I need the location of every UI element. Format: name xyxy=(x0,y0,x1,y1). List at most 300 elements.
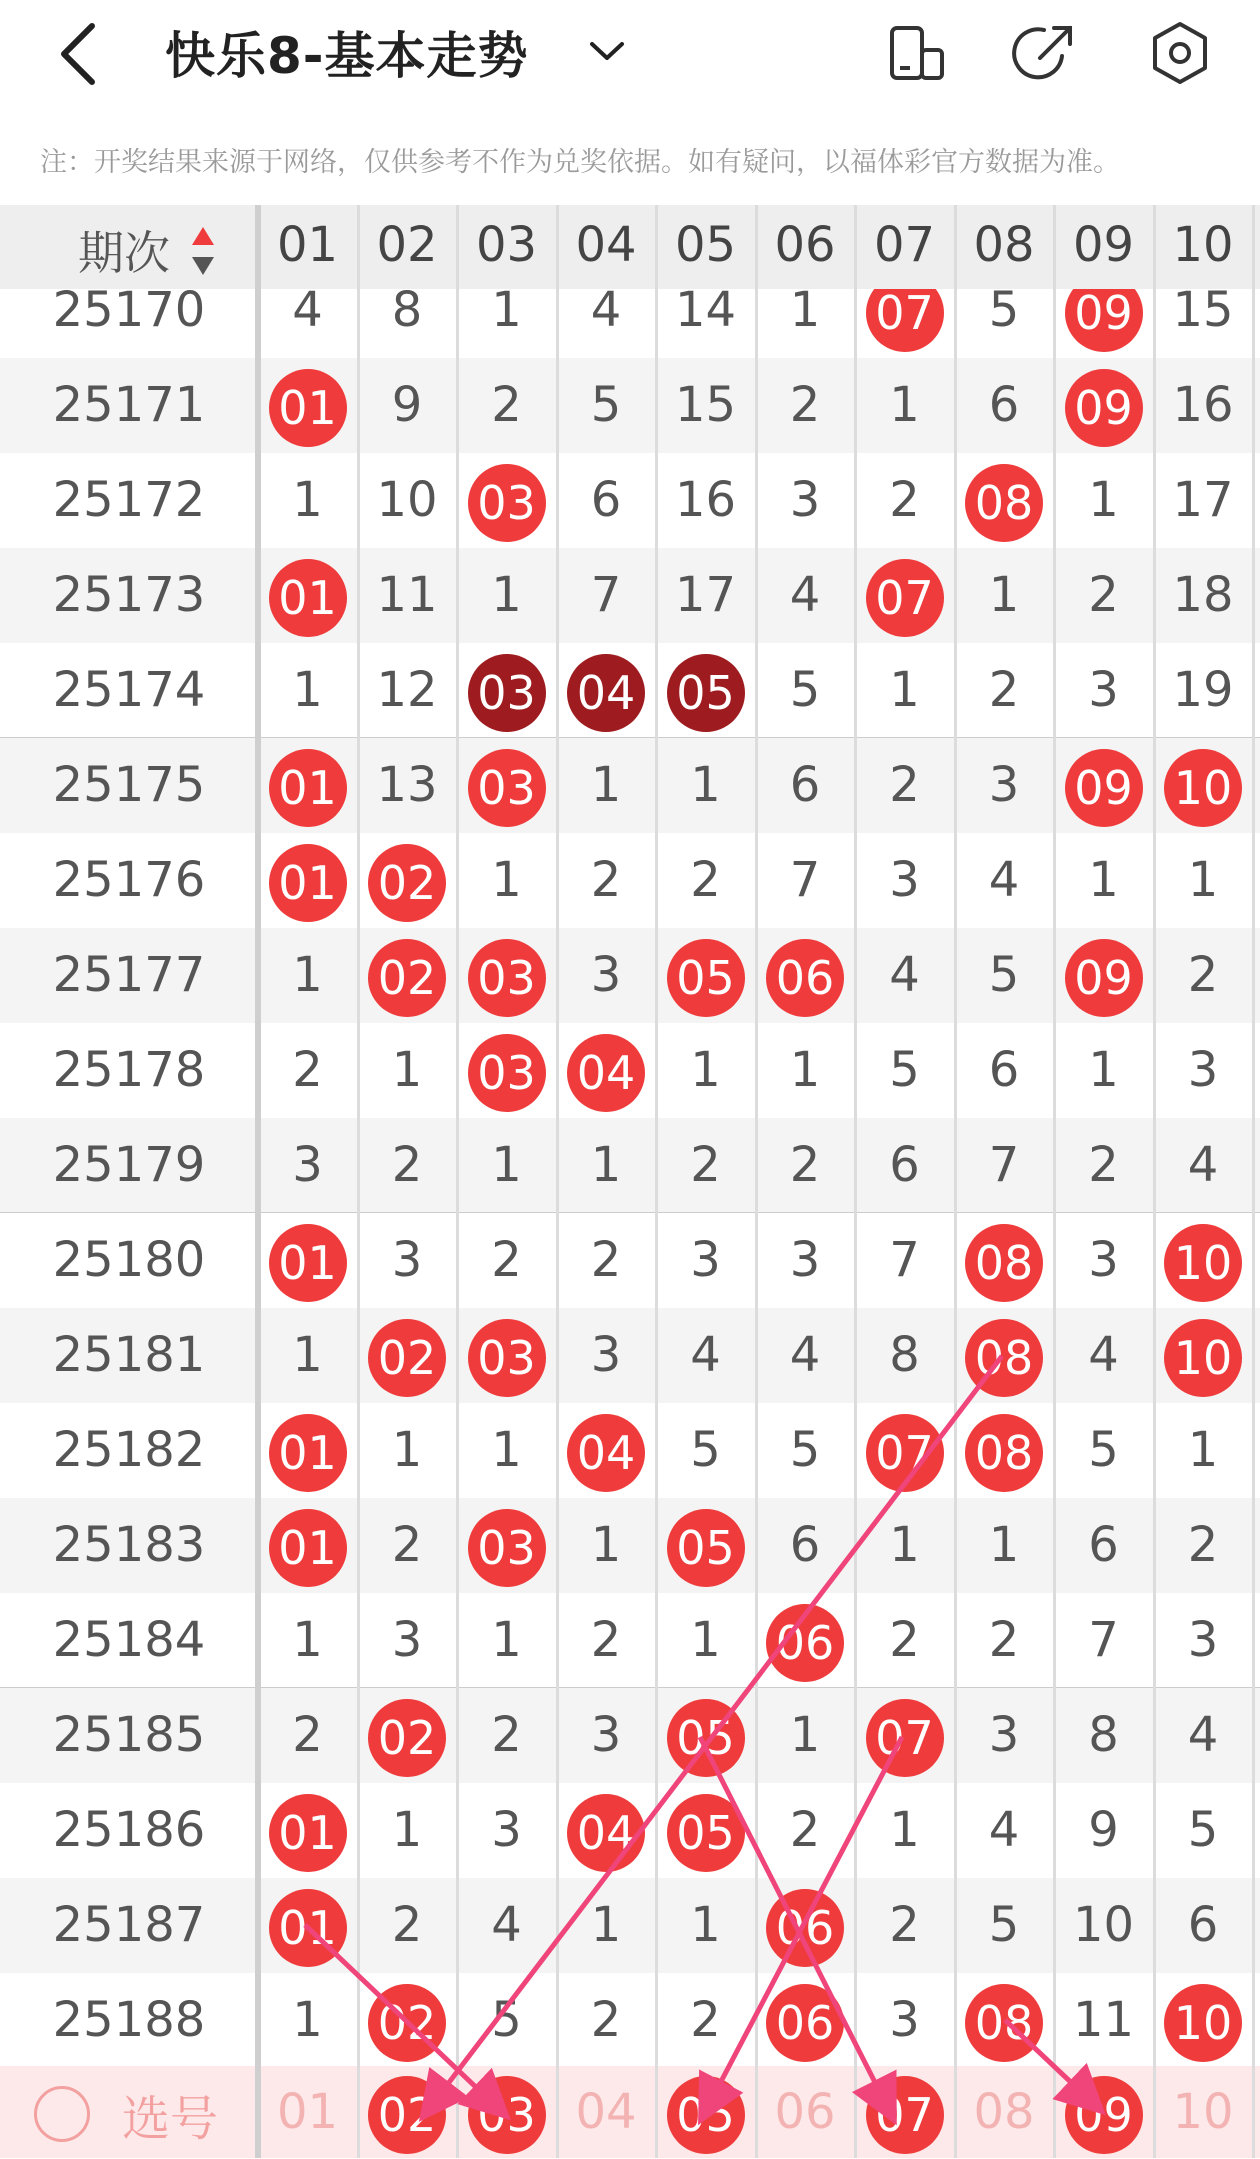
selected-ball[interactable]: 09 xyxy=(1065,2076,1143,2154)
miss-count: 1 xyxy=(889,662,920,718)
hit-ball: 04 xyxy=(567,1414,645,1492)
issue-number: 25181 xyxy=(52,1327,206,1383)
issue-number: 25180 xyxy=(52,1232,206,1288)
select-number-01[interactable]: 01 xyxy=(276,2084,339,2140)
miss-count: 19 xyxy=(1172,662,1234,718)
settings-icon[interactable] xyxy=(1145,18,1215,88)
issue-number: 25171 xyxy=(52,377,206,433)
column-divider xyxy=(456,205,459,2158)
issue-number: 25174 xyxy=(52,662,206,718)
table-row xyxy=(0,1498,1260,1593)
issue-column-header[interactable]: 期次 xyxy=(78,226,170,280)
miss-count: 1 xyxy=(590,1897,622,1953)
hit-ball: 02 xyxy=(368,1699,446,1777)
hit-ball: 07 xyxy=(866,1414,944,1492)
hit-ball: 02 xyxy=(368,1319,446,1397)
hit-ball: 01 xyxy=(269,1414,347,1492)
table-row xyxy=(0,453,1260,548)
cell xyxy=(557,1023,656,1118)
miss-count: 2 xyxy=(292,1707,323,1763)
select-number-06[interactable]: 06 xyxy=(774,2084,836,2140)
miss-count: 5 xyxy=(789,1422,821,1478)
select-number-03[interactable] xyxy=(457,2066,556,2158)
miss-count: 16 xyxy=(674,472,737,528)
hit-ball: 10 xyxy=(1164,749,1242,827)
table-row xyxy=(0,833,1260,928)
hit-ball: 06 xyxy=(766,1604,844,1682)
issue-number: 25186 xyxy=(52,1802,206,1858)
miss-count: 17 xyxy=(1172,472,1234,528)
issue-number: 25182 xyxy=(52,1422,206,1478)
miss-count: 1 xyxy=(889,377,920,433)
hit-ball: 07 xyxy=(866,1699,944,1777)
cell xyxy=(258,1783,357,1878)
miss-count: 1 xyxy=(491,1422,522,1478)
hit-ball: 08 xyxy=(965,464,1043,542)
miss-count: 1 xyxy=(789,1707,821,1763)
hit-ball: 09 xyxy=(1065,939,1143,1017)
column-divider xyxy=(954,205,957,2158)
miss-count: 2 xyxy=(590,1232,622,1288)
miss-count: 7 xyxy=(1088,1612,1119,1668)
hit-ball: 01 xyxy=(269,1889,347,1967)
cell xyxy=(457,1308,556,1403)
miss-count: 1 xyxy=(889,1517,920,1573)
table-row xyxy=(0,1023,1260,1118)
hit-ball: 03 xyxy=(468,939,546,1017)
miss-count: 4 xyxy=(988,852,1020,908)
miss-count: 1 xyxy=(590,1137,622,1193)
hit-ball: 03 xyxy=(468,1034,546,1112)
miss-count: 1 xyxy=(292,472,323,528)
hit-ball: 08 xyxy=(965,1224,1043,1302)
cell xyxy=(1154,1308,1253,1403)
miss-count: 1 xyxy=(690,1612,721,1668)
cell xyxy=(358,1688,457,1783)
column-header-02: 02 xyxy=(376,217,438,273)
chevron-down-icon[interactable] xyxy=(582,26,632,76)
hit-ball: 05 xyxy=(667,1699,745,1777)
miss-count: 2 xyxy=(391,1517,423,1573)
column-header-03: 03 xyxy=(475,217,538,273)
miss-count: 6 xyxy=(1187,1897,1219,1953)
cell xyxy=(358,833,457,928)
column-divider xyxy=(1153,205,1156,2158)
miss-count: 1 xyxy=(491,852,522,908)
cell xyxy=(1154,1973,1253,2068)
miss-count: 10 xyxy=(376,472,438,528)
cell xyxy=(1154,738,1253,833)
miss-count: 1 xyxy=(1088,852,1119,908)
column-divider xyxy=(655,205,658,2158)
miss-count: 2 xyxy=(789,1802,821,1858)
selected-ball[interactable]: 03 xyxy=(468,2076,546,2154)
hit-ball: 01 xyxy=(269,1224,347,1302)
hit-ball: 01 xyxy=(269,844,347,922)
hit-ball: 08 xyxy=(965,1984,1043,2062)
miss-count: 6 xyxy=(1088,1517,1119,1573)
hit-ball: 03 xyxy=(468,1509,546,1587)
miss-count: 2 xyxy=(690,1137,721,1193)
cell xyxy=(656,1498,755,1593)
cell xyxy=(457,643,556,738)
table-row xyxy=(0,1688,1260,1783)
miss-count: 5 xyxy=(988,947,1020,1003)
miss-count: 10 xyxy=(1072,1897,1135,1953)
hit-ball: 01 xyxy=(269,1794,347,1872)
miss-count: 18 xyxy=(1172,567,1234,623)
hit-ball: 06 xyxy=(766,1984,844,2062)
miss-count: 3 xyxy=(590,947,622,1003)
miss-count: 12 xyxy=(376,662,438,718)
table-row xyxy=(0,548,1260,643)
trend-grid xyxy=(0,289,1260,2159)
miss-count: 7 xyxy=(789,852,821,908)
cell xyxy=(258,358,357,453)
miss-count: 5 xyxy=(1088,1422,1119,1478)
miss-count: 3 xyxy=(391,1612,423,1668)
miss-count: 6 xyxy=(789,757,821,813)
table-row xyxy=(0,1403,1260,1498)
miss-count: 1 xyxy=(292,947,323,1003)
cell xyxy=(955,453,1054,548)
cell xyxy=(258,1878,357,1973)
miss-count: 2 xyxy=(690,852,721,908)
miss-count: 5 xyxy=(889,1042,920,1098)
miss-count: 5 xyxy=(1187,1802,1219,1858)
miss-count: 8 xyxy=(1088,1707,1119,1763)
phone-rotate-icon[interactable] xyxy=(880,18,950,88)
hit-ball: 04 xyxy=(567,1794,645,1872)
hit-ball: 09 xyxy=(1065,289,1143,352)
column-header-06: 06 xyxy=(774,217,836,273)
column-divider xyxy=(854,205,857,2158)
miss-count: 2 xyxy=(988,662,1020,718)
column-divider xyxy=(1252,205,1255,2158)
cell xyxy=(258,1403,357,1498)
miss-count: 2 xyxy=(491,377,522,433)
miss-count: 4 xyxy=(1187,1137,1219,1193)
miss-count: 1 xyxy=(292,1327,323,1383)
miss-count: 15 xyxy=(674,377,737,433)
cell xyxy=(955,1403,1054,1498)
column-header-10: 10 xyxy=(1172,217,1234,273)
share-icon[interactable] xyxy=(1010,18,1080,88)
cell xyxy=(756,1593,855,1688)
back-icon[interactable] xyxy=(52,14,112,94)
miss-count: 1 xyxy=(491,1137,522,1193)
miss-count: 2 xyxy=(590,1992,622,2048)
select-number-10[interactable]: 10 xyxy=(1172,2084,1234,2140)
miss-count: 1 xyxy=(690,757,721,813)
miss-count: 8 xyxy=(391,289,423,338)
miss-count: 1 xyxy=(590,1517,622,1573)
miss-count: 1 xyxy=(391,1802,423,1858)
column-divider xyxy=(357,205,360,2158)
disclaimer-text: 注：开奖结果来源于网络，仅供参考不作为兑奖依据。如有疑问，以福体彩官方数据为准。 xyxy=(40,147,1120,178)
miss-count: 3 xyxy=(1088,1232,1119,1288)
miss-count: 3 xyxy=(889,852,920,908)
hit-ball: 08 xyxy=(965,1319,1043,1397)
miss-count: 6 xyxy=(889,1137,920,1193)
miss-count: 1 xyxy=(391,1422,423,1478)
cell xyxy=(855,1688,954,1783)
select-number-07[interactable] xyxy=(855,2066,954,2158)
column-header-01: 01 xyxy=(276,217,339,273)
miss-count: 2 xyxy=(889,757,920,813)
miss-count: 4 xyxy=(789,567,821,623)
miss-count: 2 xyxy=(590,852,622,908)
miss-count: 1 xyxy=(789,1042,821,1098)
table-row xyxy=(0,1973,1260,2068)
hit-ball: 09 xyxy=(1065,749,1143,827)
cell xyxy=(855,548,954,643)
hit-ball: 02 xyxy=(368,939,446,1017)
table-row xyxy=(0,289,1260,358)
hit-ball: 05 xyxy=(667,1509,745,1587)
column-divider xyxy=(255,205,261,2158)
cell xyxy=(258,1498,357,1593)
miss-count: 2 xyxy=(292,1042,323,1098)
app-header xyxy=(0,0,1260,110)
issue-number: 25187 xyxy=(52,1897,206,1953)
select-number-09[interactable] xyxy=(1054,2066,1153,2158)
column-divider xyxy=(556,205,559,2158)
miss-count: 3 xyxy=(789,472,821,528)
miss-count: 5 xyxy=(988,1897,1020,1953)
miss-count: 4 xyxy=(988,1802,1020,1858)
select-number-05[interactable] xyxy=(656,2066,755,2158)
miss-count: 2 xyxy=(690,1992,721,2048)
select-number-04[interactable]: 04 xyxy=(575,2084,637,2140)
table-row xyxy=(0,1593,1260,1688)
miss-count: 5 xyxy=(590,377,622,433)
cell xyxy=(756,928,855,1023)
miss-count: 4 xyxy=(690,1327,721,1383)
miss-count: 4 xyxy=(889,947,920,1003)
cell xyxy=(1054,358,1153,453)
miss-count: 2 xyxy=(789,377,821,433)
cell xyxy=(557,1403,656,1498)
miss-count: 11 xyxy=(376,567,438,623)
issue-number: 25178 xyxy=(52,1042,206,1098)
hit-ball: 08 xyxy=(965,1414,1043,1492)
miss-count: 9 xyxy=(1088,1802,1119,1858)
miss-count: 1 xyxy=(889,1802,920,1858)
miss-count: 3 xyxy=(1187,1612,1219,1668)
miss-count: 11 xyxy=(1072,1992,1135,2048)
miss-count: 1 xyxy=(690,1897,721,1953)
miss-count: 1 xyxy=(1088,1042,1119,1098)
miss-count: 2 xyxy=(391,1137,423,1193)
miss-count: 2 xyxy=(889,1612,920,1668)
table-row xyxy=(0,738,1260,833)
cell xyxy=(656,1688,755,1783)
miss-count: 3 xyxy=(988,757,1020,813)
miss-count: 5 xyxy=(789,662,821,718)
issue-number: 25179 xyxy=(52,1137,206,1193)
cell xyxy=(656,643,755,738)
miss-count: 2 xyxy=(391,1897,423,1953)
miss-count: 1 xyxy=(491,289,522,338)
consecutive-hit-ball: 03 xyxy=(468,654,546,732)
issue-number: 25172 xyxy=(52,472,206,528)
issue-number: 25183 xyxy=(52,1517,206,1573)
cell xyxy=(1054,738,1153,833)
miss-count: 1 xyxy=(491,567,522,623)
hit-ball: 05 xyxy=(667,939,745,1017)
cell xyxy=(258,833,357,928)
cell xyxy=(1054,928,1153,1023)
miss-count: 3 xyxy=(1187,1042,1219,1098)
hit-ball: 01 xyxy=(269,1509,347,1587)
miss-count: 4 xyxy=(590,289,622,338)
miss-count: 3 xyxy=(590,1707,622,1763)
cell xyxy=(1154,1213,1253,1308)
table-row xyxy=(0,1783,1260,1878)
hit-ball: 07 xyxy=(866,289,944,352)
number-selection-row xyxy=(0,2066,1260,2158)
miss-count: 2 xyxy=(590,1612,622,1668)
column-header-08: 08 xyxy=(973,217,1035,273)
miss-count: 5 xyxy=(988,289,1020,338)
miss-count: 6 xyxy=(590,472,622,528)
issue-number: 25170 xyxy=(52,289,206,338)
hit-ball: 03 xyxy=(468,1319,546,1397)
miss-count: 15 xyxy=(1172,289,1234,338)
cell xyxy=(955,1213,1054,1308)
miss-count: 7 xyxy=(889,1232,920,1288)
table-row xyxy=(0,928,1260,1023)
cell xyxy=(855,289,954,358)
miss-count: 1 xyxy=(988,567,1020,623)
miss-count: 3 xyxy=(690,1232,721,1288)
issue-number: 25185 xyxy=(52,1707,206,1763)
issue-number: 25184 xyxy=(52,1612,206,1668)
table-row xyxy=(0,1213,1260,1308)
miss-count: 6 xyxy=(789,1517,821,1573)
cell xyxy=(258,738,357,833)
page-title[interactable]: 快乐8-基本走势 xyxy=(165,27,529,85)
miss-count: 2 xyxy=(789,1137,821,1193)
miss-count: 2 xyxy=(988,1612,1020,1668)
miss-count: 2 xyxy=(889,1897,920,1953)
hit-ball: 02 xyxy=(368,1984,446,2062)
selected-ball[interactable]: 05 xyxy=(667,2076,745,2154)
hit-ball: 07 xyxy=(866,559,944,637)
miss-count: 3 xyxy=(292,1137,323,1193)
issue-number: 25177 xyxy=(52,947,206,1003)
miss-count: 1 xyxy=(988,1517,1020,1573)
cell xyxy=(955,1973,1054,2068)
miss-count: 2 xyxy=(1187,1517,1219,1573)
cell xyxy=(557,643,656,738)
select-label: 选号 xyxy=(122,2091,219,2147)
miss-count: 4 xyxy=(1187,1707,1219,1763)
miss-count: 1 xyxy=(292,662,323,718)
miss-count: 1 xyxy=(391,1042,423,1098)
sort-icon[interactable] xyxy=(190,223,216,279)
selected-ball[interactable]: 02 xyxy=(368,2076,446,2154)
cell xyxy=(756,1878,855,1973)
consecutive-hit-ball: 04 xyxy=(567,654,645,732)
cell xyxy=(258,548,357,643)
select-number-02[interactable] xyxy=(358,2066,457,2158)
miss-count: 17 xyxy=(674,567,737,623)
miss-count: 4 xyxy=(491,1897,522,1953)
selected-ball[interactable]: 07 xyxy=(866,2076,944,2154)
cell xyxy=(457,738,556,833)
cell xyxy=(457,1498,556,1593)
issue-number: 25176 xyxy=(52,852,206,908)
miss-count: 13 xyxy=(376,757,438,813)
issue-number: 25175 xyxy=(52,757,206,813)
hit-ball: 06 xyxy=(766,939,844,1017)
miss-count: 3 xyxy=(590,1327,622,1383)
miss-count: 16 xyxy=(1172,377,1234,433)
issue-number: 25173 xyxy=(52,567,206,623)
miss-count: 1 xyxy=(789,289,821,338)
cell xyxy=(855,1403,954,1498)
cell xyxy=(457,453,556,548)
miss-count: 1 xyxy=(292,1992,323,2048)
hit-ball: 02 xyxy=(368,844,446,922)
hit-ball: 03 xyxy=(468,749,546,827)
hit-ball: 04 xyxy=(567,1034,645,1112)
miss-count: 5 xyxy=(491,1992,522,2048)
miss-count: 1 xyxy=(590,757,622,813)
hit-ball: 05 xyxy=(667,1794,745,1872)
miss-count: 1 xyxy=(690,1042,721,1098)
miss-count: 1 xyxy=(292,1612,323,1668)
hit-ball: 03 xyxy=(468,464,546,542)
cell xyxy=(656,1783,755,1878)
consecutive-hit-ball: 05 xyxy=(667,654,745,732)
miss-count: 2 xyxy=(491,1232,522,1288)
miss-count: 4 xyxy=(1088,1327,1119,1383)
miss-count: 2 xyxy=(1088,1137,1119,1193)
cell xyxy=(955,1308,1054,1403)
cell xyxy=(358,928,457,1023)
column-header-05: 05 xyxy=(674,217,737,273)
miss-count: 7 xyxy=(590,567,622,623)
miss-count: 8 xyxy=(889,1327,920,1383)
cell xyxy=(457,1023,556,1118)
cell xyxy=(1054,289,1153,358)
select-all-radio[interactable] xyxy=(34,2086,90,2142)
miss-count: 6 xyxy=(988,1042,1020,1098)
miss-count: 2 xyxy=(1088,567,1119,623)
column-header-07: 07 xyxy=(873,217,936,273)
miss-count: 4 xyxy=(789,1327,821,1383)
cell xyxy=(358,1973,457,2068)
hit-ball: 01 xyxy=(269,369,347,447)
table-row xyxy=(0,358,1260,453)
miss-count: 2 xyxy=(1187,947,1219,1003)
miss-count: 4 xyxy=(292,289,323,338)
column-header-09: 09 xyxy=(1072,217,1135,273)
table-row xyxy=(0,643,1260,738)
miss-count: 3 xyxy=(789,1232,821,1288)
column-divider xyxy=(755,205,758,2158)
miss-count: 3 xyxy=(889,1992,920,2048)
miss-count: 1 xyxy=(1187,1422,1219,1478)
miss-count: 3 xyxy=(988,1707,1020,1763)
hit-ball: 10 xyxy=(1164,1984,1242,2062)
issue-number: 25188 xyxy=(52,1992,206,2048)
select-number-08[interactable]: 08 xyxy=(973,2084,1035,2140)
hit-ball: 09 xyxy=(1065,369,1143,447)
